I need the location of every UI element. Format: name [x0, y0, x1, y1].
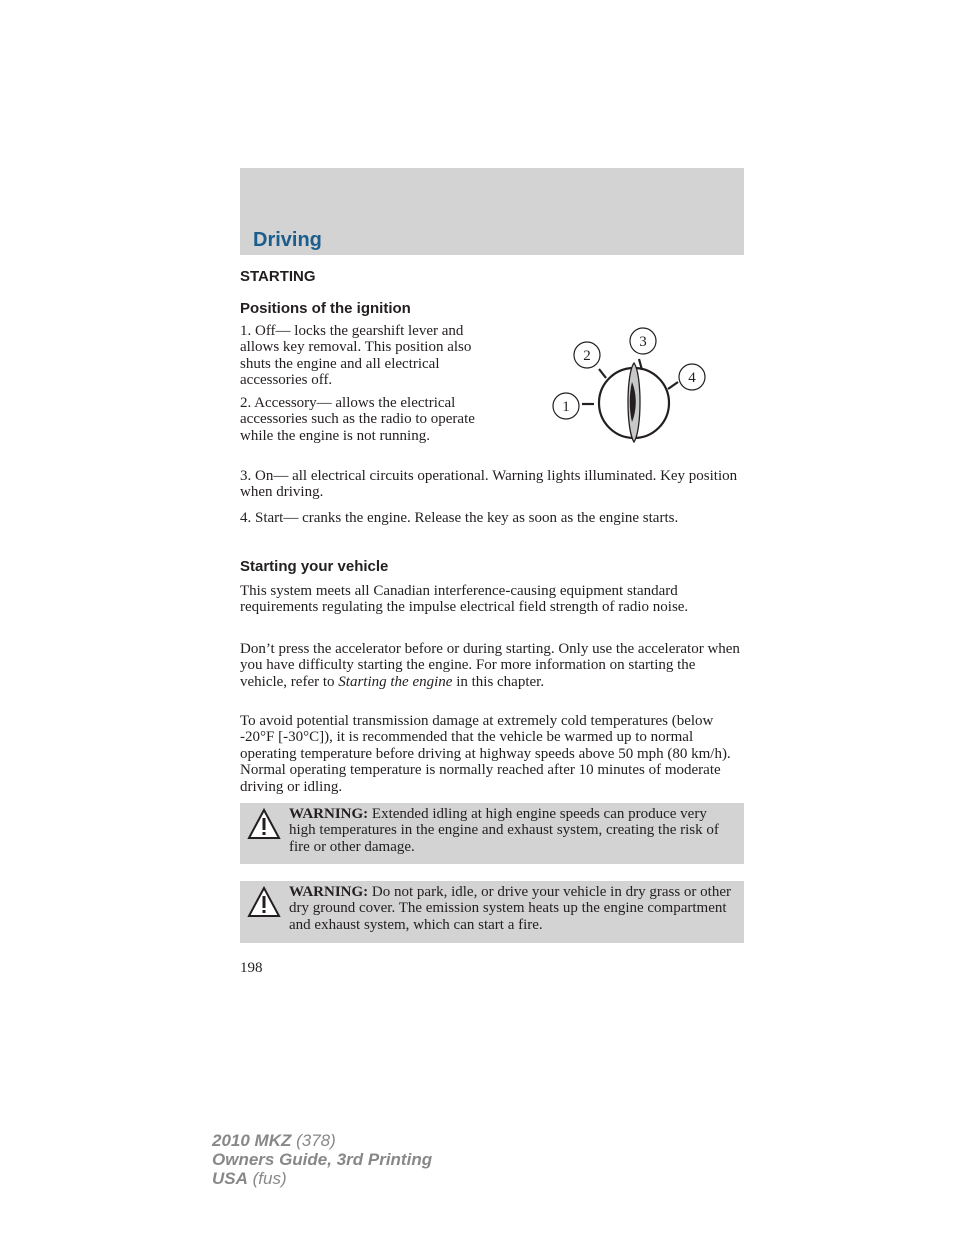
ignition-item-off: 1. Off— locks the gearshift lever and allows key removal. This position also shuts the engine and all electrical accessories off. [240, 323, 472, 389]
paragraph-accelerator [240, 641, 744, 690]
warning-text-idling [247, 806, 732, 855]
warning-triangle-icon [247, 886, 281, 918]
cross-reference: Starting the engine [338, 673, 453, 690]
section-title: STARTING [240, 268, 316, 285]
warning-box-dry-grass [240, 881, 744, 943]
footer-line-model [212, 1131, 432, 1150]
warning-label: WARNING: [289, 884, 369, 900]
footer-line-guide [212, 1150, 432, 1169]
subsection-title-ignition: Positions of the ignition [240, 300, 411, 317]
ignition-item-on: 3. On— all electrical circuits operational. Warning lights illuminated. Key position when driving. [240, 468, 738, 501]
warning-box-idling [240, 803, 744, 864]
paragraph-cold-temperature: To avoid potential transmission damage at extremely cold temperatures (below -20°F [-30°C]), it is recommended that the vehicle be warmed up to normal operating temperature before driving at highway speeds above 50 mph (80 km/h). Normal operating temperature is normally reached after 10 minutes of moderate driving or idling. [240, 713, 731, 795]
ignition-item-start: 4. Start— cranks the engine. Release the key as soon as the engine starts. [240, 510, 679, 526]
document-footer [212, 1131, 432, 1188]
warning-message: Extended idling at high engine speeds can produce very high temperatures in the engine and exhaust system, creating the risk of fire or other damage. [289, 806, 719, 855]
paragraph-accelerator-text: Don’t press the accelerator before or during starting. Only use the accelerator when you have difficulty starting the engine. For more information on starting the vehicle, refer to [240, 641, 740, 690]
footer-guide: Owners Guide, 3rd Printing [212, 1150, 433, 1169]
footer-line-region [212, 1169, 432, 1188]
paragraph-interference: This system meets all Canadian interference-causing equipment standard requirements regulating the impulse electrical field strength of radio noise. [240, 583, 689, 616]
section-header-title: Driving [253, 229, 322, 251]
position-2-tick [599, 369, 606, 378]
subsection-title-starting: Starting your vehicle [240, 558, 389, 575]
position-4-label: 4 [688, 370, 696, 386]
warning-text-dry-grass [247, 884, 732, 933]
warning-triangle-icon [247, 808, 281, 840]
position-2-label: 2 [583, 348, 591, 364]
warning-message: Do not park, idle, or drive your vehicle in dry grass or other dry ground cover. The emission system heats up the engine compartment and exhaust system, which can start a fire. [289, 884, 731, 933]
position-3-label: 3 [639, 334, 647, 350]
position-1-label: 1 [562, 399, 570, 415]
section-header-band [240, 168, 744, 255]
footer-code: (378) [291, 1131, 336, 1150]
ignition-item-accessory: 2. Accessory— allows the electrical accessories such as the radio to operate while the engine is not running. [240, 395, 475, 444]
page-number: 198 [240, 960, 263, 976]
ignition-switch-diagram [546, 322, 716, 447]
footer-model: 2010 MKZ [212, 1131, 292, 1150]
position-4-tick [668, 382, 678, 389]
paragraph-accelerator-tail: in this chapter. [452, 673, 545, 690]
warning-label: WARNING: [289, 806, 369, 822]
footer-region-code: (fus) [247, 1169, 287, 1188]
footer-region: USA [212, 1169, 248, 1188]
